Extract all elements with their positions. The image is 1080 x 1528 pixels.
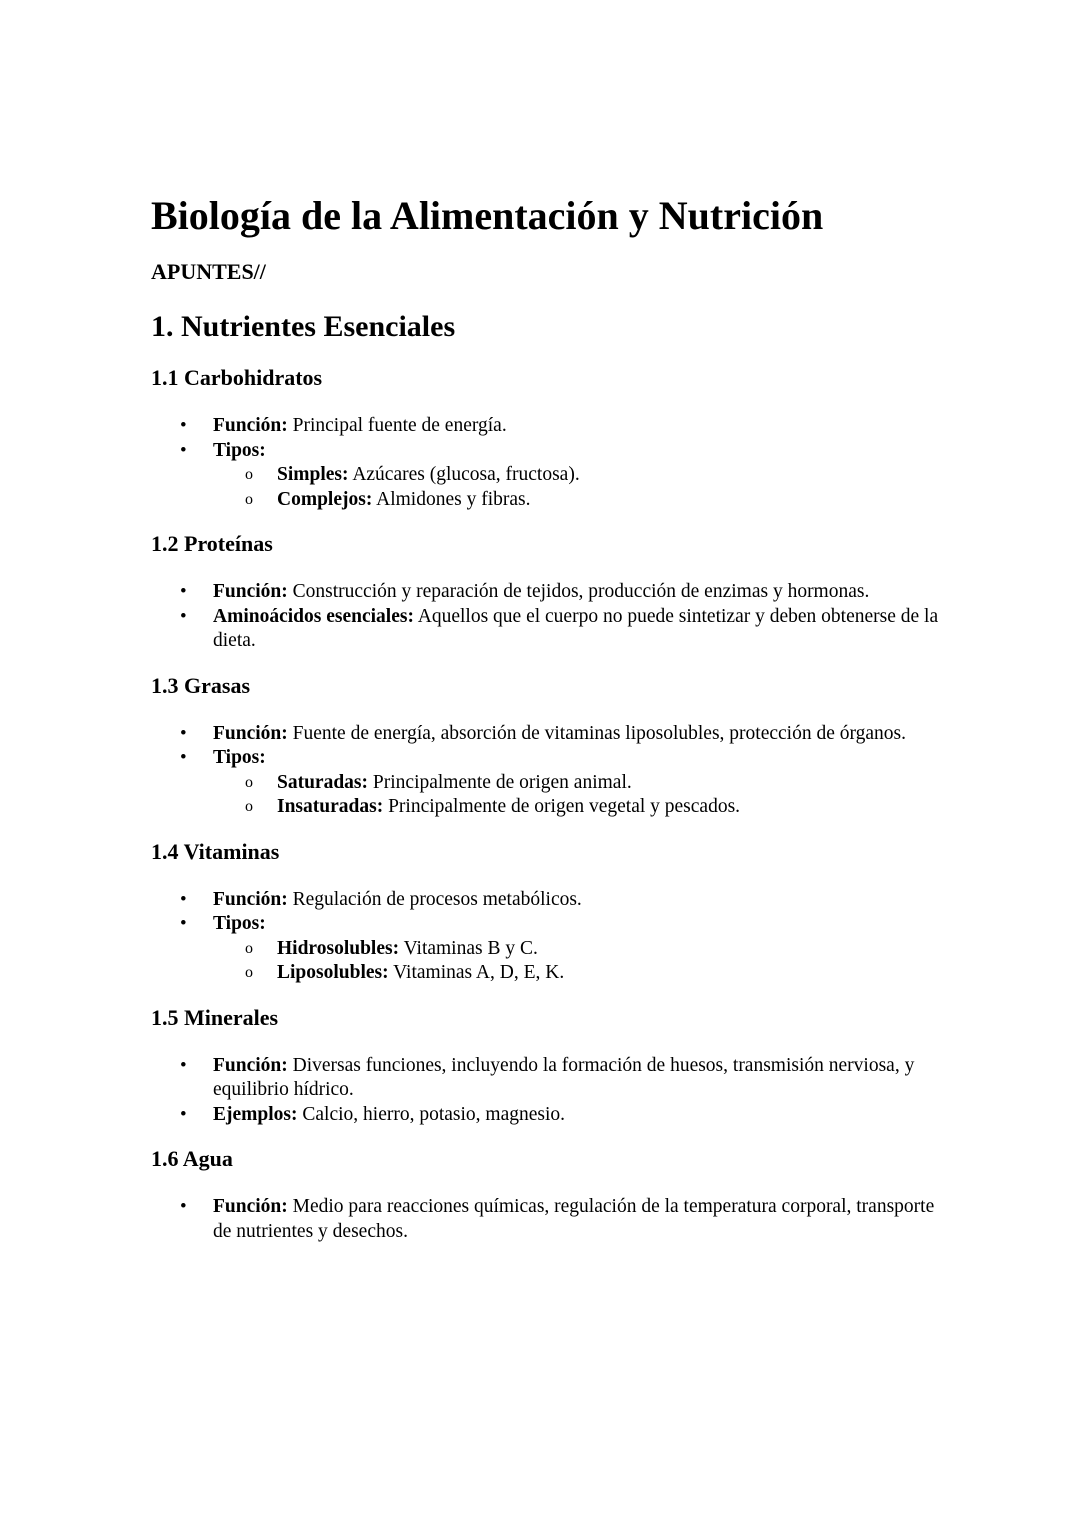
sublist-item xyxy=(213,795,941,820)
sublist xyxy=(213,463,941,512)
item-text: Principalmente de origen animal. xyxy=(368,771,632,793)
item-label: Tipos: xyxy=(213,439,266,461)
item-text: Vitaminas B y C. xyxy=(399,937,538,959)
list-item xyxy=(151,439,941,513)
section-title: 1. Nutrientes Esenciales xyxy=(151,310,456,343)
list-item xyxy=(151,414,941,439)
sublist-item xyxy=(213,937,941,962)
list-item xyxy=(151,1103,941,1128)
item-label: Ejemplos: xyxy=(213,1103,298,1125)
item-label: Función: xyxy=(213,1196,288,1217)
item-label: Complejos: xyxy=(277,488,373,510)
item-text: Diversas funciones, incluyendo la formación de huesos, transmisión nerviosa, y equilibrio hídrico. xyxy=(213,1054,915,1100)
proteinas-heading: 1.2 Proteínas xyxy=(151,531,273,556)
sublist-item xyxy=(213,771,941,796)
item-text: Calcio, hierro, potasio, magnesio. xyxy=(297,1103,566,1125)
item-text: Regulación de procesos metabólicos. xyxy=(287,888,582,910)
item-label: Función: xyxy=(213,1054,288,1076)
grasas-list xyxy=(151,722,941,820)
item-text: Fuente de energía, absorción de vitaminas liposolubles, protección de órganos. xyxy=(287,722,907,744)
item-text: Aquellos que el cuerpo no puede sintetizar y deben obtenerse de la dieta. xyxy=(213,605,939,651)
item-text: Construcción y reparación de tejidos, producción de enzimas y hormonas. xyxy=(287,581,870,602)
item-text: Azúcares (glucosa, fructosa). xyxy=(348,464,580,485)
item-label: Función: xyxy=(213,415,288,436)
item-text: Vitaminas A, D, E, K. xyxy=(388,962,565,983)
list-item xyxy=(151,1054,941,1103)
document-subtitle: APUNTES// xyxy=(151,259,266,284)
item-text: Almidones y fibras. xyxy=(372,488,531,510)
list-item xyxy=(151,912,941,986)
item-label: Función: xyxy=(213,888,288,910)
item-label: Hidrosolubles: xyxy=(277,937,400,959)
document-content xyxy=(151,190,941,1244)
item-label: Insaturadas: xyxy=(277,796,384,817)
item-label: Función: xyxy=(213,722,288,744)
grasas-section xyxy=(151,672,941,820)
agua-heading: 1.6 Agua xyxy=(151,1146,233,1171)
document-title: Biología de la Alimentación y Nutrición xyxy=(151,193,824,238)
item-text: Medio para reacciones químicas, regulación de la temperatura corporal, transporte de nutrientes y desechos. xyxy=(213,1196,935,1242)
list-item xyxy=(151,888,941,913)
item-label: Función: xyxy=(213,581,288,602)
item-text: Principalmente de origen vegetal y pescados. xyxy=(383,796,741,817)
proteinas-list xyxy=(151,580,941,654)
item-label: Tipos: xyxy=(213,747,266,768)
list-item xyxy=(151,605,941,654)
item-label: Saturadas: xyxy=(277,771,369,793)
item-label: Aminoácidos esenciales: xyxy=(213,605,414,627)
proteinas-section xyxy=(151,530,941,654)
sublist-item xyxy=(213,488,941,513)
item-text: Principal fuente de energía. xyxy=(287,415,507,436)
agua-section xyxy=(151,1145,941,1244)
list-item xyxy=(151,580,941,605)
sublist-item xyxy=(213,463,941,488)
list-item xyxy=(151,746,941,820)
carbohidratos-section xyxy=(151,364,941,512)
carbohidratos-heading: 1.1 Carbohidratos xyxy=(151,365,323,390)
agua-list xyxy=(151,1195,941,1244)
list-item xyxy=(151,1195,941,1244)
list-item xyxy=(151,722,941,747)
minerales-list xyxy=(151,1054,941,1128)
carbohidratos-list xyxy=(151,414,941,512)
minerales-heading: 1.5 Minerales xyxy=(151,1004,279,1030)
sublist xyxy=(213,771,941,820)
item-label: Simples: xyxy=(277,464,349,485)
vitaminas-heading: 1.4 Vitaminas xyxy=(151,838,280,864)
vitaminas-section xyxy=(151,838,941,986)
sublist-item xyxy=(213,961,941,986)
vitaminas-list xyxy=(151,888,941,986)
item-label: Tipos: xyxy=(213,913,266,934)
item-label: Liposolubles: xyxy=(277,962,389,983)
sublist xyxy=(213,937,941,986)
minerales-section xyxy=(151,1004,941,1128)
grasas-heading: 1.3 Grasas xyxy=(151,672,250,698)
